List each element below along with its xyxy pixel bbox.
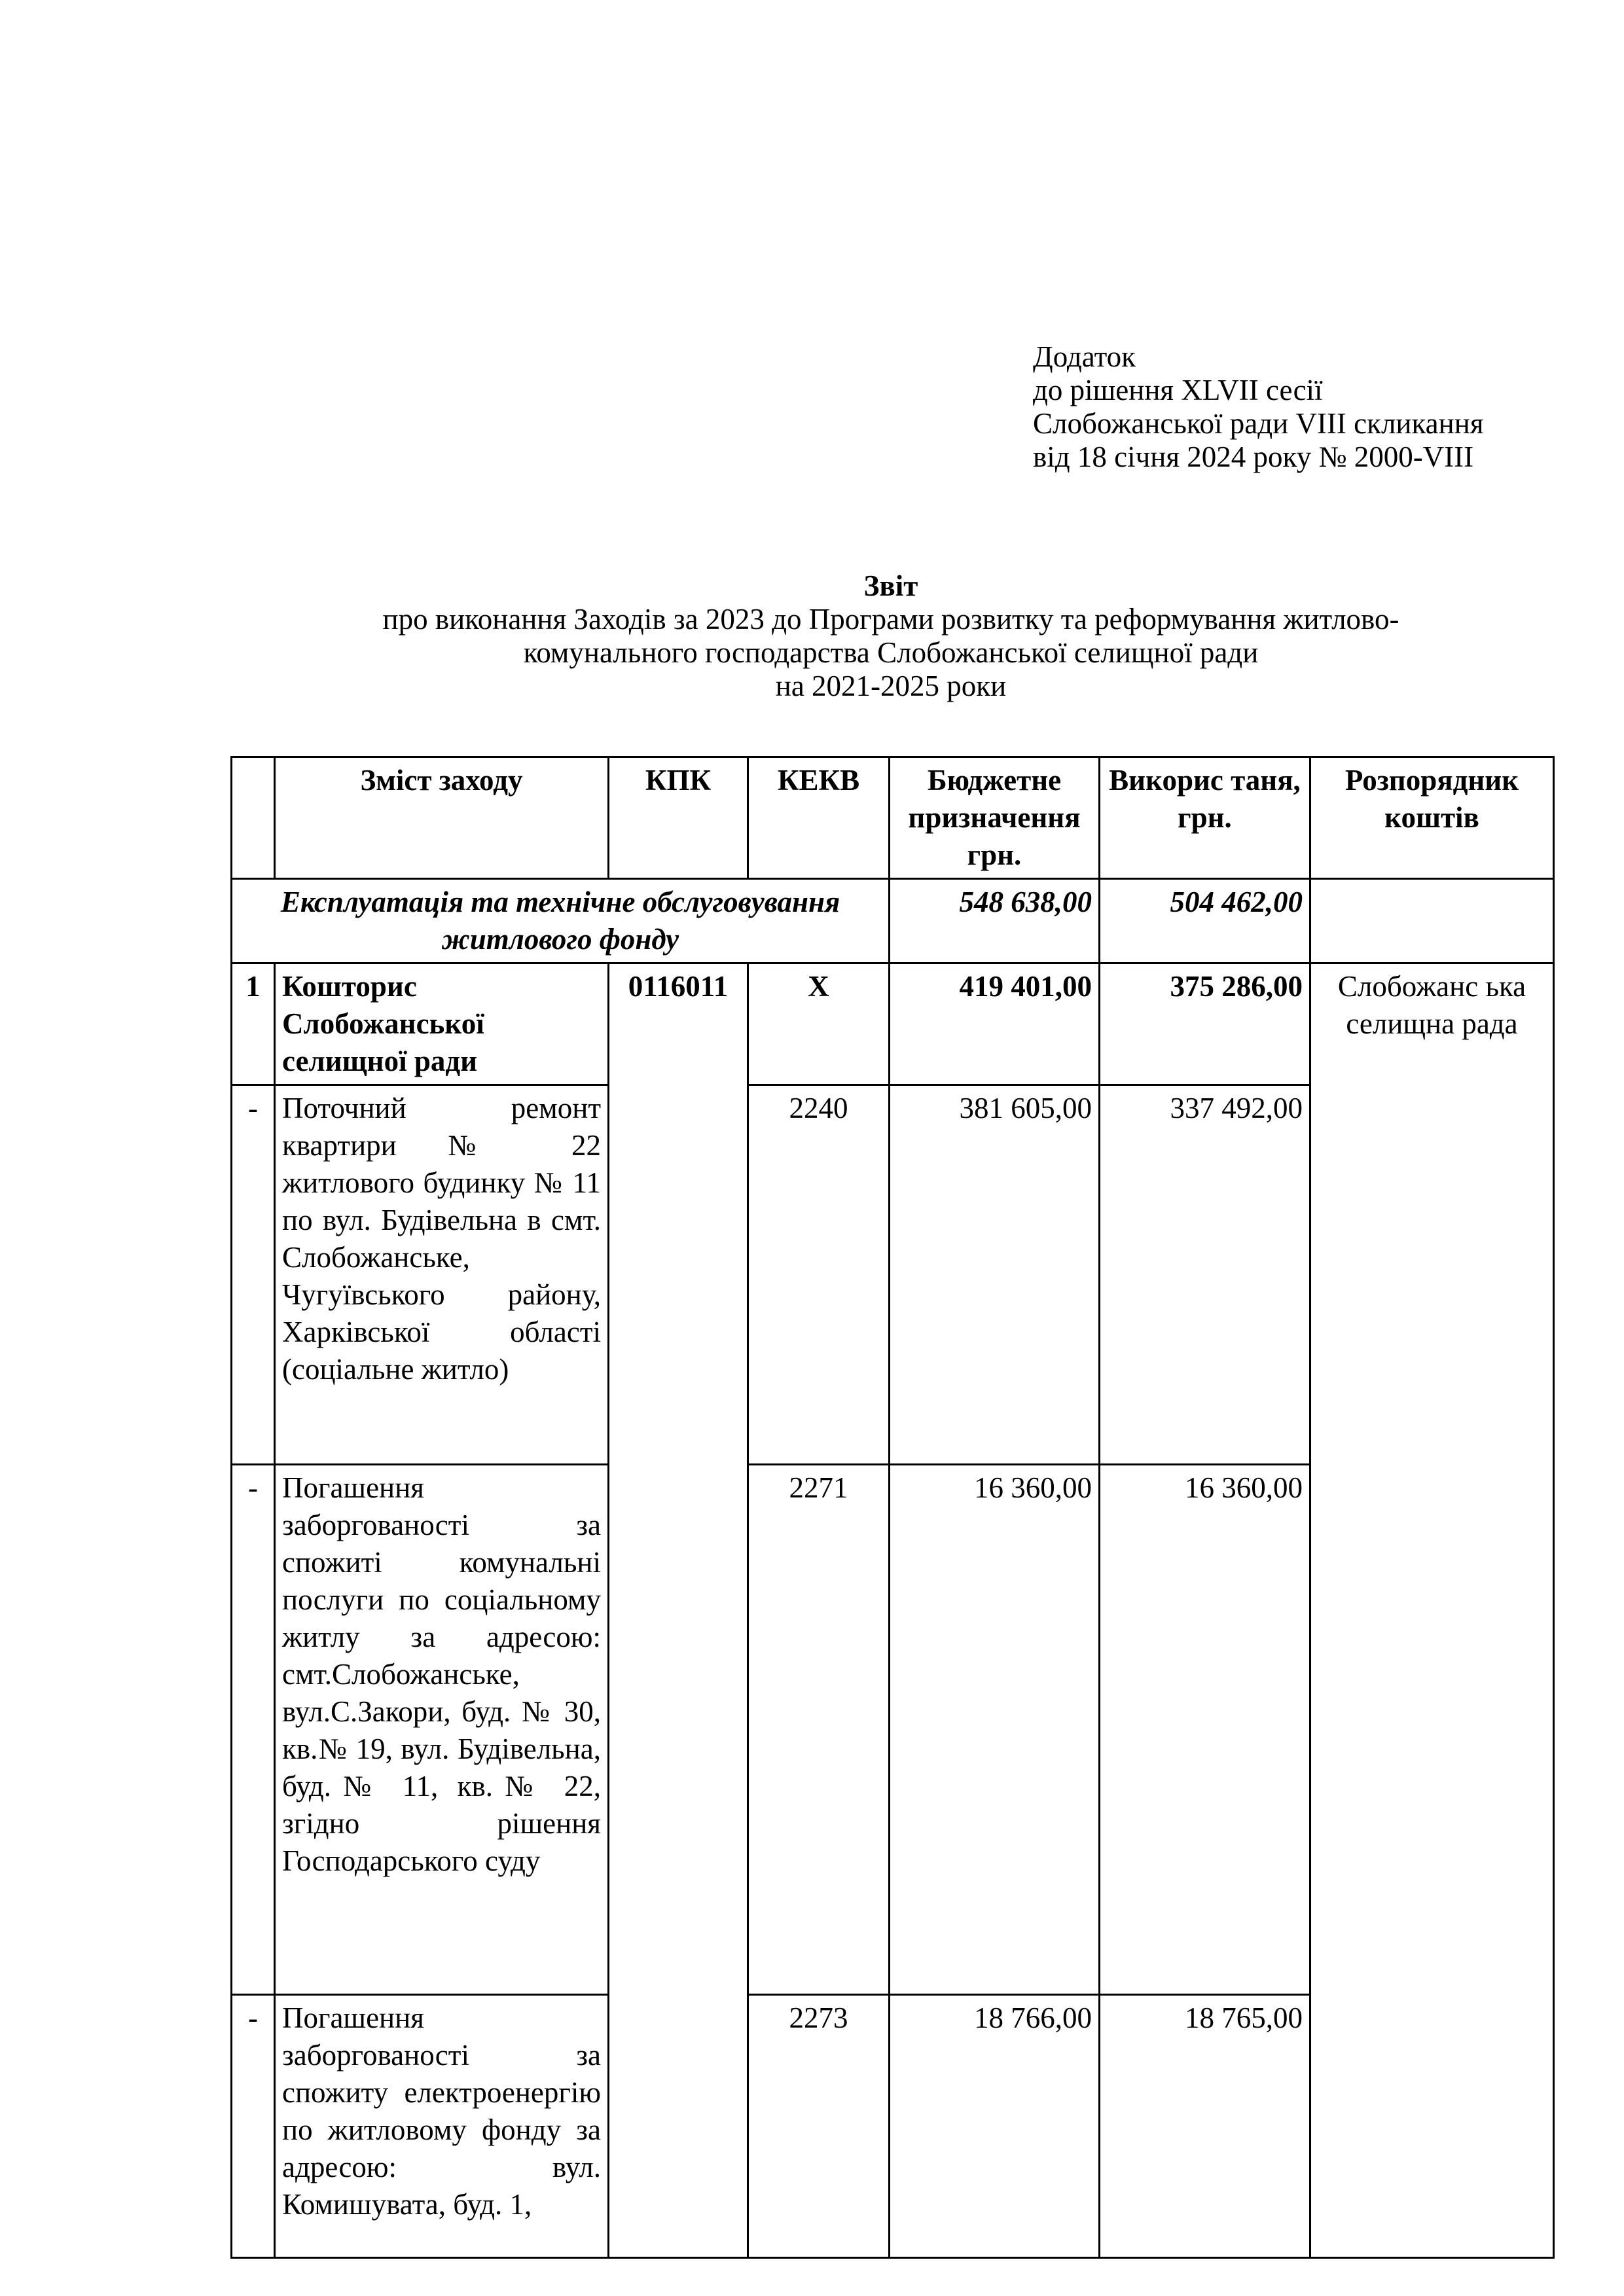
- table-row: [232, 963, 1554, 1085]
- row-content: Погашення заборгованості за спожиті комунальні послуги по соціальному житлу за адресою: смт.Слобожанське, вул.С.Закори, буд. № 30, кв.№ 19, вул. Будівельна, буд.№ 11, кв.№ 22, згідно рішення Господарського суду: [275, 1465, 609, 1995]
- header-content: Зміст заходу: [275, 757, 609, 879]
- report-subtitle-line: про виконання Заходів за 2023 до Програми розвитку та реформування житлово-: [382, 603, 1399, 636]
- row-content: Погашення заборгованості за спожиту електроенергію по житловому фонду за адресою: вул. Комишувата, буд. 1,: [275, 1995, 609, 2258]
- row-kpk: 0116011: [609, 963, 748, 2258]
- row-num: 1: [232, 963, 275, 1085]
- row-used: 18 765,00: [1100, 1995, 1310, 2258]
- row-num: -: [232, 1995, 275, 2258]
- row-used: 337 492,00: [1100, 1085, 1310, 1465]
- group-used: 504 462,00: [1100, 879, 1310, 963]
- report-subtitle-line: комунального господарства Слобожанської селищної ради: [523, 636, 1259, 669]
- row-budget: 381 605,00: [890, 1085, 1100, 1465]
- row-used: 375 286,00: [1100, 963, 1310, 1085]
- header-used: Викорис таня, грн.: [1100, 757, 1310, 879]
- row-num: -: [232, 1085, 275, 1465]
- row-num: -: [232, 1465, 275, 1995]
- row-content: Кошторис Слобожанської селищної ради: [275, 963, 609, 1085]
- header-manager: Розпорядник коштів: [1310, 757, 1554, 879]
- annex-line: Слобожанської ради VIII скликання: [1033, 407, 1484, 440]
- report-subtitle-line: на 2021-2025 роки: [775, 670, 1007, 702]
- group-row: [232, 879, 1554, 963]
- row-budget: 16 360,00: [890, 1465, 1100, 1995]
- header-kekv: КЕКВ: [748, 757, 890, 879]
- row-kekv: 2271: [748, 1465, 890, 1995]
- row-manager: Слобожанс ька селищна рада: [1310, 963, 1554, 2258]
- row-kekv: 2240: [748, 1085, 890, 1465]
- annex-header: [1033, 340, 1484, 474]
- group-label: Експлуатація та технічне обслуговування житлового фонду: [232, 879, 890, 963]
- report-title-block: [230, 569, 1551, 703]
- table-header-row: [232, 757, 1554, 879]
- group-manager: [1310, 879, 1554, 963]
- annex-line: до рішення XLVII сесії: [1033, 374, 1323, 406]
- row-used: 16 360,00: [1100, 1465, 1310, 1995]
- header-budget: Бюджетне призначення грн.: [890, 757, 1100, 879]
- report-title: Звіт: [863, 569, 918, 602]
- row-kekv: Х: [748, 963, 890, 1085]
- group-budget: 548 638,00: [890, 879, 1100, 963]
- report-table: [230, 756, 1555, 2259]
- header-kpk: КПК: [609, 757, 748, 879]
- header-num: [232, 757, 275, 879]
- row-content: Поточний ремонт квартири № 22 житлового будинку № 11 по вул. Будівельна в смт. Слобожанське, Чугуївського району, Харківської області (соціальне житло): [275, 1085, 609, 1465]
- row-kekv: 2273: [748, 1995, 890, 2258]
- row-budget: 419 401,00: [890, 963, 1100, 1085]
- row-budget: 18 766,00: [890, 1995, 1100, 2258]
- annex-line: Додаток: [1033, 340, 1136, 373]
- annex-line: від 18 січня 2024 року № 2000-VIII: [1033, 440, 1474, 473]
